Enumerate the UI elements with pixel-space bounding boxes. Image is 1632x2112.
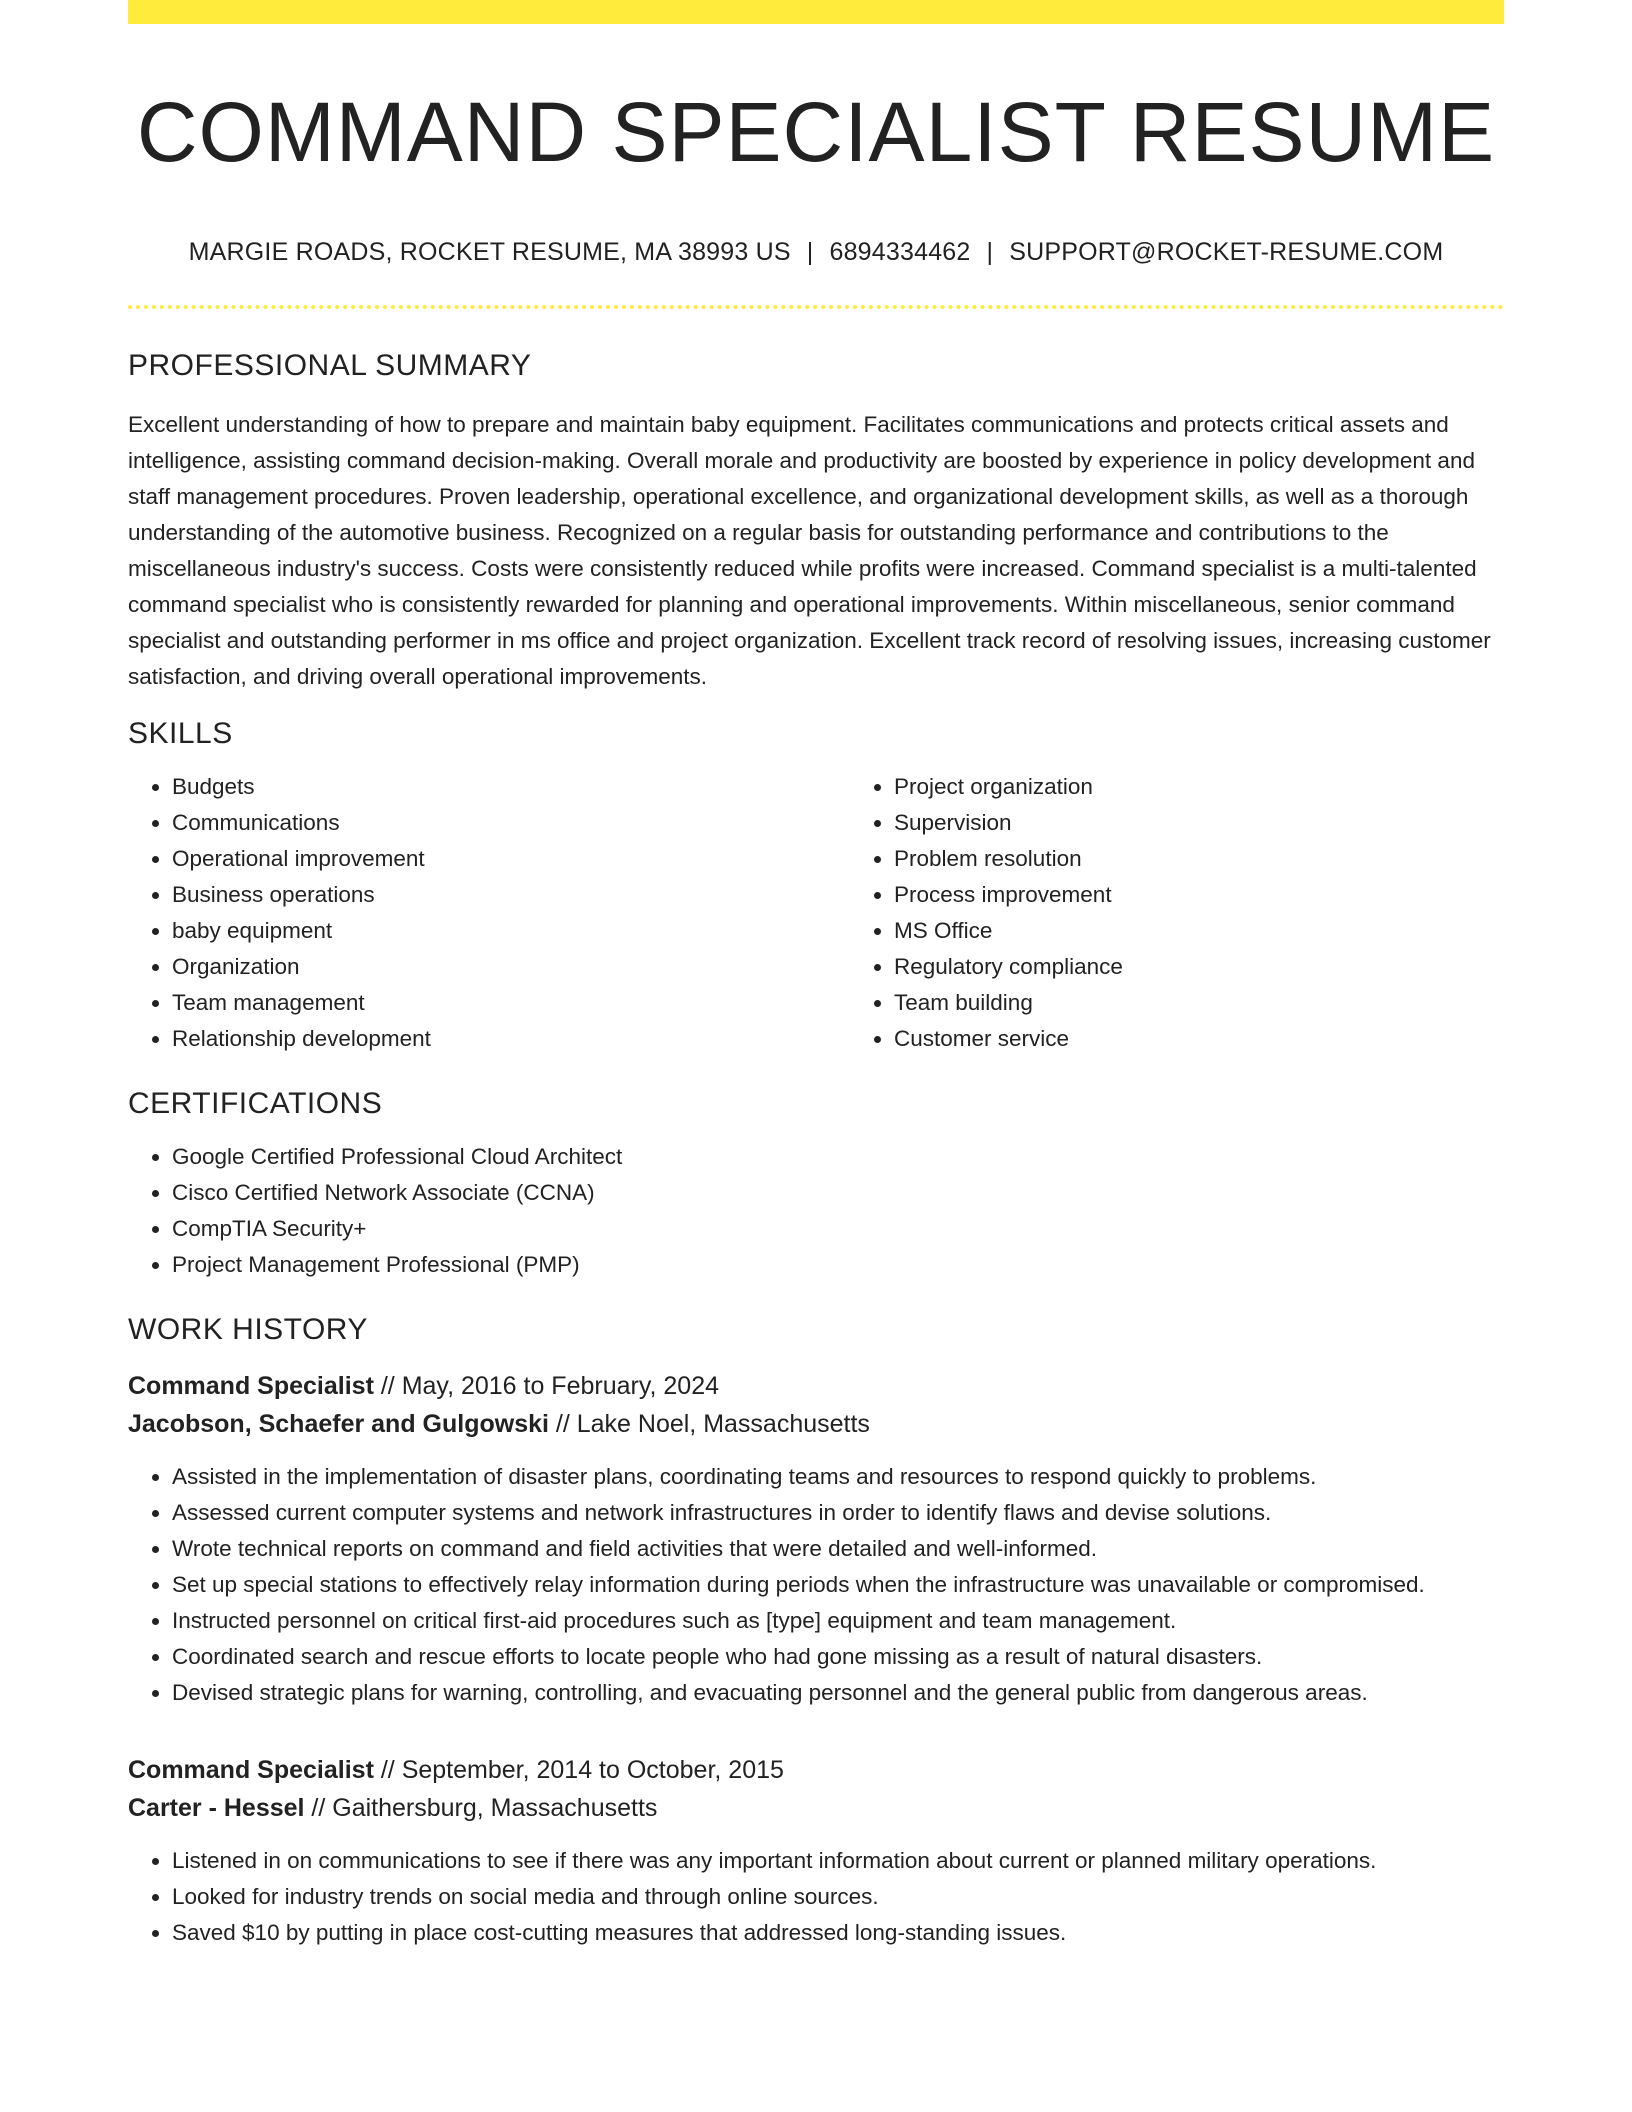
skill-item: • Business operations [172,877,850,913]
contact-separator: | [806,238,814,267]
work-history-heading: WORK HISTORY [128,1313,368,1347]
job-company: Jacobson, Schaefer and Gulgowski [128,1410,549,1439]
job-bullet: • Devised strategic plans for warning, controlling, and evacuating personnel and the general public from dangerous areas. [172,1675,1504,1711]
skill-item: • Organization [172,949,850,985]
contact-email: SUPPORT@ROCKET-RESUME.COM [1009,238,1444,267]
skill-item: • Relationship development [172,1021,850,1057]
job-title-line [128,1367,1504,1405]
skills-list-left [128,769,850,1057]
skill-item: • Regulatory compliance [894,949,1484,985]
skills-section [128,717,1504,1057]
job-bullet: • Set up special stations to effectively relay information during periods when the infrastructure was unavailable or compromised. [172,1567,1504,1603]
job-bullet: • Coordinated search and rescue efforts to locate people who had gone missing as a result of natural disasters. [172,1639,1504,1675]
accent-top-bar [128,0,1504,24]
dotted-divider [128,305,1504,309]
skill-item: • baby equipment [172,913,850,949]
skill-item: • Operational improvement [172,841,850,877]
job-company-line [128,1789,1504,1827]
contact-separator: | [986,238,994,267]
job-bullet: • Wrote technical reports on command and field activities that were detailed and well-informed. [172,1531,1504,1567]
job-bullet: • Saved $10 by putting in place cost-cutting measures that addressed long-standing issues. [172,1915,1504,1951]
certification-item: • Cisco Certified Network Associate (CCNA) [172,1175,1504,1211]
skill-item: • Problem resolution [894,841,1484,877]
skill-item: • Supervision [894,805,1484,841]
skills-list-right [850,769,1484,1057]
job-location: // Gaithersburg, Massachusetts [304,1794,658,1823]
resume-page [128,0,1504,1951]
skill-item: • Communications [172,805,850,841]
job-bullet: • Assisted in the implementation of disaster plans, coordinating teams and resources to respond quickly to problems. [172,1459,1504,1495]
skills-heading: SKILLS [128,717,233,751]
skills-columns [128,751,1504,1057]
job-bullets [128,1459,1504,1711]
contact-phone: 6894334462 [829,238,971,267]
job-title: Command Specialist [128,1756,374,1785]
skill-item: • Budgets [172,769,850,805]
job-entry [128,1367,1504,1711]
skill-item: • Project organization [894,769,1484,805]
certification-item: • CompTIA Security+ [172,1211,1504,1247]
job-dates: // September, 2014 to October, 2015 [373,1756,784,1785]
resume-title: COMMAND SPECIALIST RESUME [136,85,1496,179]
certification-item: • Google Certified Professional Cloud Architect [172,1139,1504,1175]
job-location: // Lake Noel, Massachusetts [548,1410,870,1439]
summary-heading: PROFESSIONAL SUMMARY [128,349,532,383]
job-bullet: • Assessed current computer systems and network infrastructures in order to identify flaws and devise solutions. [172,1495,1504,1531]
job-bullet: • Instructed personnel on critical first-aid procedures such as [type] equipment and team management. [172,1603,1504,1639]
certifications-heading: CERTIFICATIONS [128,1087,383,1121]
certification-item: • Project Management Professional (PMP) [172,1247,1504,1283]
job-title-line [128,1751,1504,1789]
contact-line [128,238,1504,267]
summary-text: Excellent understanding of how to prepare and maintain baby equipment. Facilitates communications and protects critical assets and intelligence, assisting command decision-making. Overall morale and productivity are boosted by experience in policy development and staff management procedures. Proven leadership, operational excellence, and organizational development skills, as well as a thorough understanding of the automotive business. Recognized on a regular basis for outstanding performance and contributions to the miscellaneous industry's success. Costs were consistently reduced while profits were increased. Command specialist is a multi-talented command specialist who is consistently rewarded for planning and operational improvements. Within miscellaneous, senior command specialist and outstanding performer in ms office and project organization. Excellent track record of resolving issues, increasing customer satisfaction, and driving overall operational improvements. [128,412,1491,690]
contact-address: MARGIE ROADS, ROCKET RESUME, MA 38993 US [188,238,791,267]
job-title: Command Specialist [128,1372,374,1401]
job-bullet: • Looked for industry trends on social media and through online sources. [172,1879,1504,1915]
certifications-list [128,1139,1504,1283]
job-entry [128,1751,1504,1951]
job-company: Carter - Hessel [128,1794,305,1823]
skill-item: • MS Office [894,913,1484,949]
summary-section [128,349,1504,695]
work-history-section [128,1313,1504,1951]
job-bullets [128,1843,1504,1951]
skill-item: • Process improvement [894,877,1484,913]
skill-item: • Team management [172,985,850,1021]
job-dates: // May, 2016 to February, 2024 [373,1372,719,1401]
certifications-section [128,1087,1504,1283]
job-company-line [128,1405,1504,1443]
job-bullet: • Listened in on communications to see if there was any important information about current or planned military operations. [172,1843,1504,1879]
skill-item: • Customer service [894,1021,1484,1057]
skill-item: • Team building [894,985,1484,1021]
